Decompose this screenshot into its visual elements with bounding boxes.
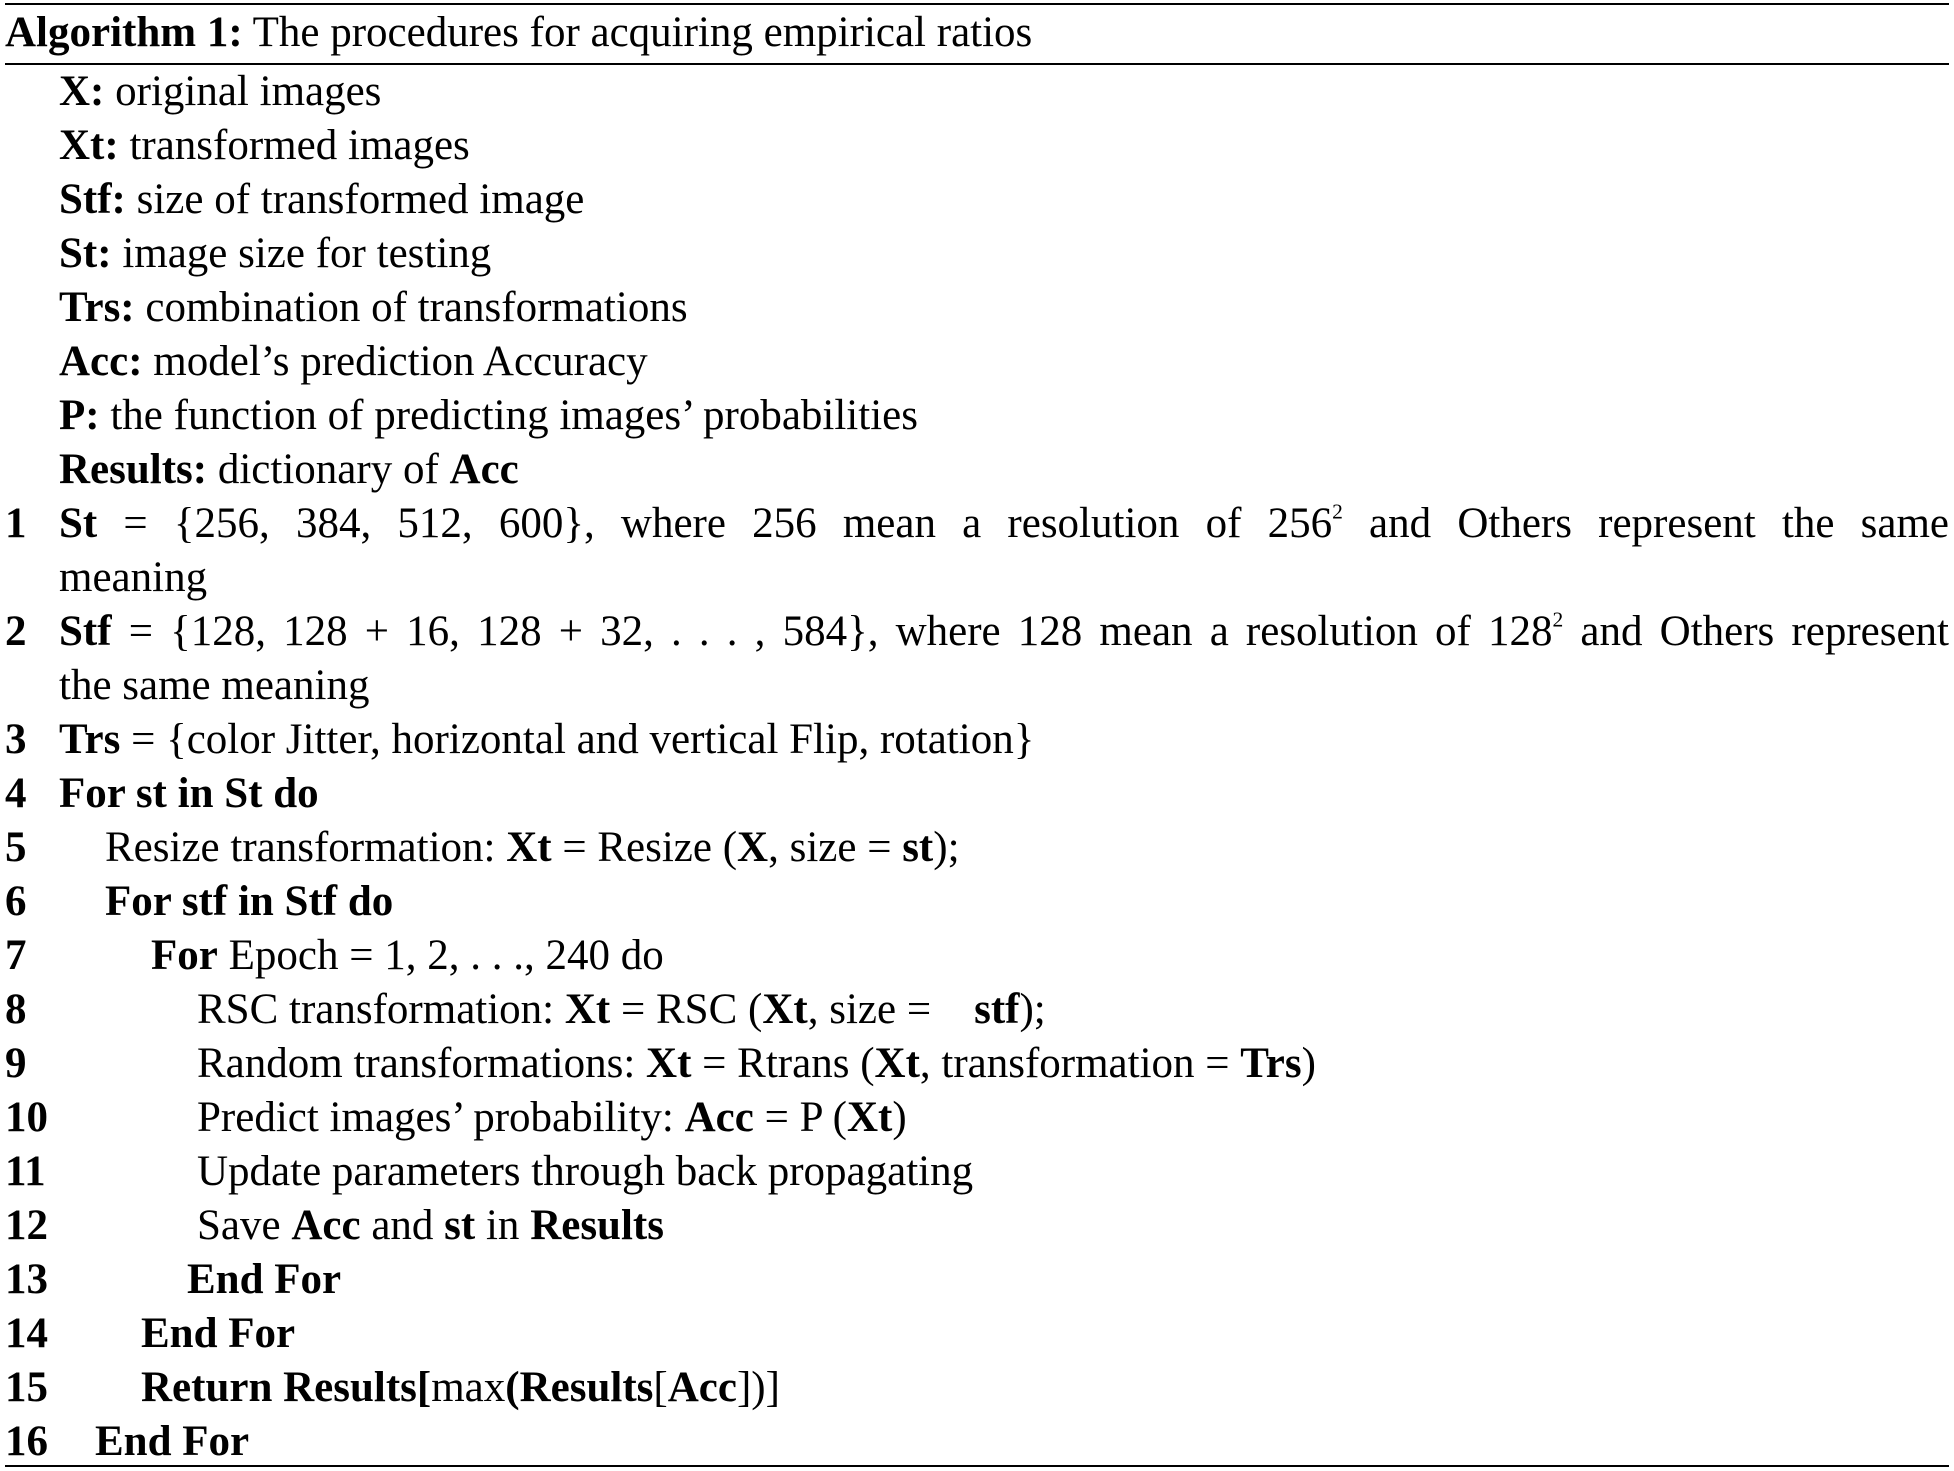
step-text: = {256, 384, 512, 600}, where 256 mean a resolution of 256 [97,500,1333,547]
line-number: 13 [5,1256,48,1303]
step-line-11 [5,1145,1949,1199]
step-continuation: the same meaning [59,662,370,709]
algorithm-title: The procedures for acquiring empirical ratios [252,9,1033,56]
step-term: (Results [505,1364,654,1411]
line-number: 2 [5,608,27,655]
definition-row [5,173,1949,227]
line-number: 1 [5,500,27,547]
keyword-end-for: End For [95,1418,250,1465]
step-term: Xt [564,986,611,1033]
definition-row [5,227,1949,281]
step-text: and [360,1202,445,1249]
step-term: st [902,824,934,871]
step-line-13 [5,1253,1949,1307]
line-number: 6 [5,878,27,925]
step-text: [ [653,1364,668,1411]
step-line-8 [5,983,1949,1037]
step-line-3 [5,713,1949,767]
line-number: 9 [5,1040,27,1087]
step-term: Acc [667,1364,737,1411]
step-term: Xt [646,1040,692,1087]
step-text: ) [892,1094,907,1141]
step-text: = P ( [753,1094,847,1141]
step-line-2-cont [5,659,1949,713]
definition-desc-bold: Acc [449,446,519,493]
step-term: Stf [59,608,112,655]
step-text: Save [197,1202,292,1249]
keyword-for: For st in St do [59,770,319,817]
algorithm-body [5,65,1949,1469]
definition-term: Acc: [59,338,143,385]
line-number: 3 [5,716,27,763]
algorithm-caption [5,6,1032,60]
step-continuation: meaning [59,554,208,601]
step-term: Trs [59,716,121,763]
definition-term: P: [59,392,100,439]
line-number: 15 [5,1364,48,1411]
line-number: 7 [5,932,27,979]
definition-row [5,119,1949,173]
definition-term: Xt: [59,122,119,169]
step-text: Resize transformation: [105,824,507,871]
step-line-9 [5,1037,1949,1091]
step-line-1-cont [5,551,1949,605]
step-text: = Rtrans ( [691,1040,875,1087]
keyword-return: Return Results[ [141,1364,432,1411]
line-number: 12 [5,1202,48,1249]
algorithm-label: Algorithm 1: [5,9,243,56]
step-text: ); [933,824,960,871]
step-text: ])] [736,1364,780,1411]
step-term: stf [974,986,1020,1033]
step-term: Trs [1240,1040,1302,1087]
keyword-end-for: End For [141,1310,296,1357]
keyword-for: For stf in Stf do [105,878,394,925]
line-number: 5 [5,824,27,871]
step-term: st [444,1202,476,1249]
step-line-7 [5,929,1949,983]
definition-row [5,65,1949,119]
definition-row [5,281,1949,335]
definition-term: Stf: [59,176,126,223]
step-text: = Resize ( [551,824,738,871]
step-term: Xt [874,1040,920,1087]
step-text: ) [1301,1040,1316,1087]
step-line-1 [5,497,1949,551]
definition-desc: original images [115,68,382,115]
keyword-for: For [151,932,218,979]
step-line-2 [5,605,1949,659]
step-text: , transformation = [919,1040,1241,1087]
bottom-rule [5,1465,1949,1467]
step-term: Xt [506,824,552,871]
step-text: Random transformations: [197,1040,647,1087]
step-text: Predict images’ probability: [197,1094,685,1141]
definition-desc: dictionary of [217,446,450,493]
definition-desc: model’s prediction Accuracy [153,338,648,385]
step-text: Update parameters through back propagating [197,1148,974,1195]
step-term: Xt [762,986,808,1033]
step-line-15 [5,1361,1949,1415]
step-line-6 [5,875,1949,929]
step-line-14 [5,1307,1949,1361]
step-line-4 [5,767,1949,821]
step-term: St [59,500,98,547]
definition-desc: combination of transformations [145,284,688,331]
step-line-10 [5,1091,1949,1145]
step-line-16 [5,1415,1949,1469]
step-text: = {color Jitter, horizontal and vertical Flip, rotation} [120,716,1035,763]
step-text: = {128, 128 + 16, 128 + 32, . . . , 584}, where 128 mean a resolution of 128 [111,608,1553,655]
line-number: 16 [5,1418,48,1465]
line-number: 8 [5,986,27,1033]
definition-term: Trs: [59,284,135,331]
superscript: 2 [1332,499,1343,524]
step-text: , size = [807,986,975,1033]
definition-row [5,389,1949,443]
step-term: Results [530,1202,664,1249]
step-term: Xt [847,1094,893,1141]
step-term: X [737,824,769,871]
definition-term: X: [59,68,105,115]
step-text: RSC transformation: [197,986,565,1033]
step-text: , size = [768,824,903,871]
step-term: Acc [291,1202,361,1249]
step-line-12 [5,1199,1949,1253]
line-number: 14 [5,1310,48,1357]
step-text: ); [1019,986,1046,1033]
step-text: max [431,1364,506,1411]
definition-term: Results: [59,446,208,493]
line-number: 11 [5,1148,46,1195]
step-text: Epoch = 1, 2, . . ., 240 do [217,932,664,979]
step-text: = RSC ( [610,986,763,1033]
top-rule [5,3,1949,5]
definition-term: St: [59,230,112,277]
step-line-5 [5,821,1949,875]
definition-desc: the function of predicting images’ probabilities [110,392,918,439]
definition-desc: transformed images [129,122,470,169]
line-number: 4 [5,770,27,817]
superscript: 2 [1552,607,1564,632]
definition-desc: size of transformed image [136,176,585,223]
step-text: in [475,1202,531,1249]
step-text-tail: and Others represent [1563,608,1949,655]
line-number: 10 [5,1094,48,1141]
definition-row [5,335,1949,389]
keyword-end-for: End For [187,1256,342,1303]
step-text-tail: and Others represent the same [1342,500,1949,547]
definition-row [5,443,1949,497]
definition-desc: image size for testing [122,230,492,277]
step-term: Acc [684,1094,754,1141]
